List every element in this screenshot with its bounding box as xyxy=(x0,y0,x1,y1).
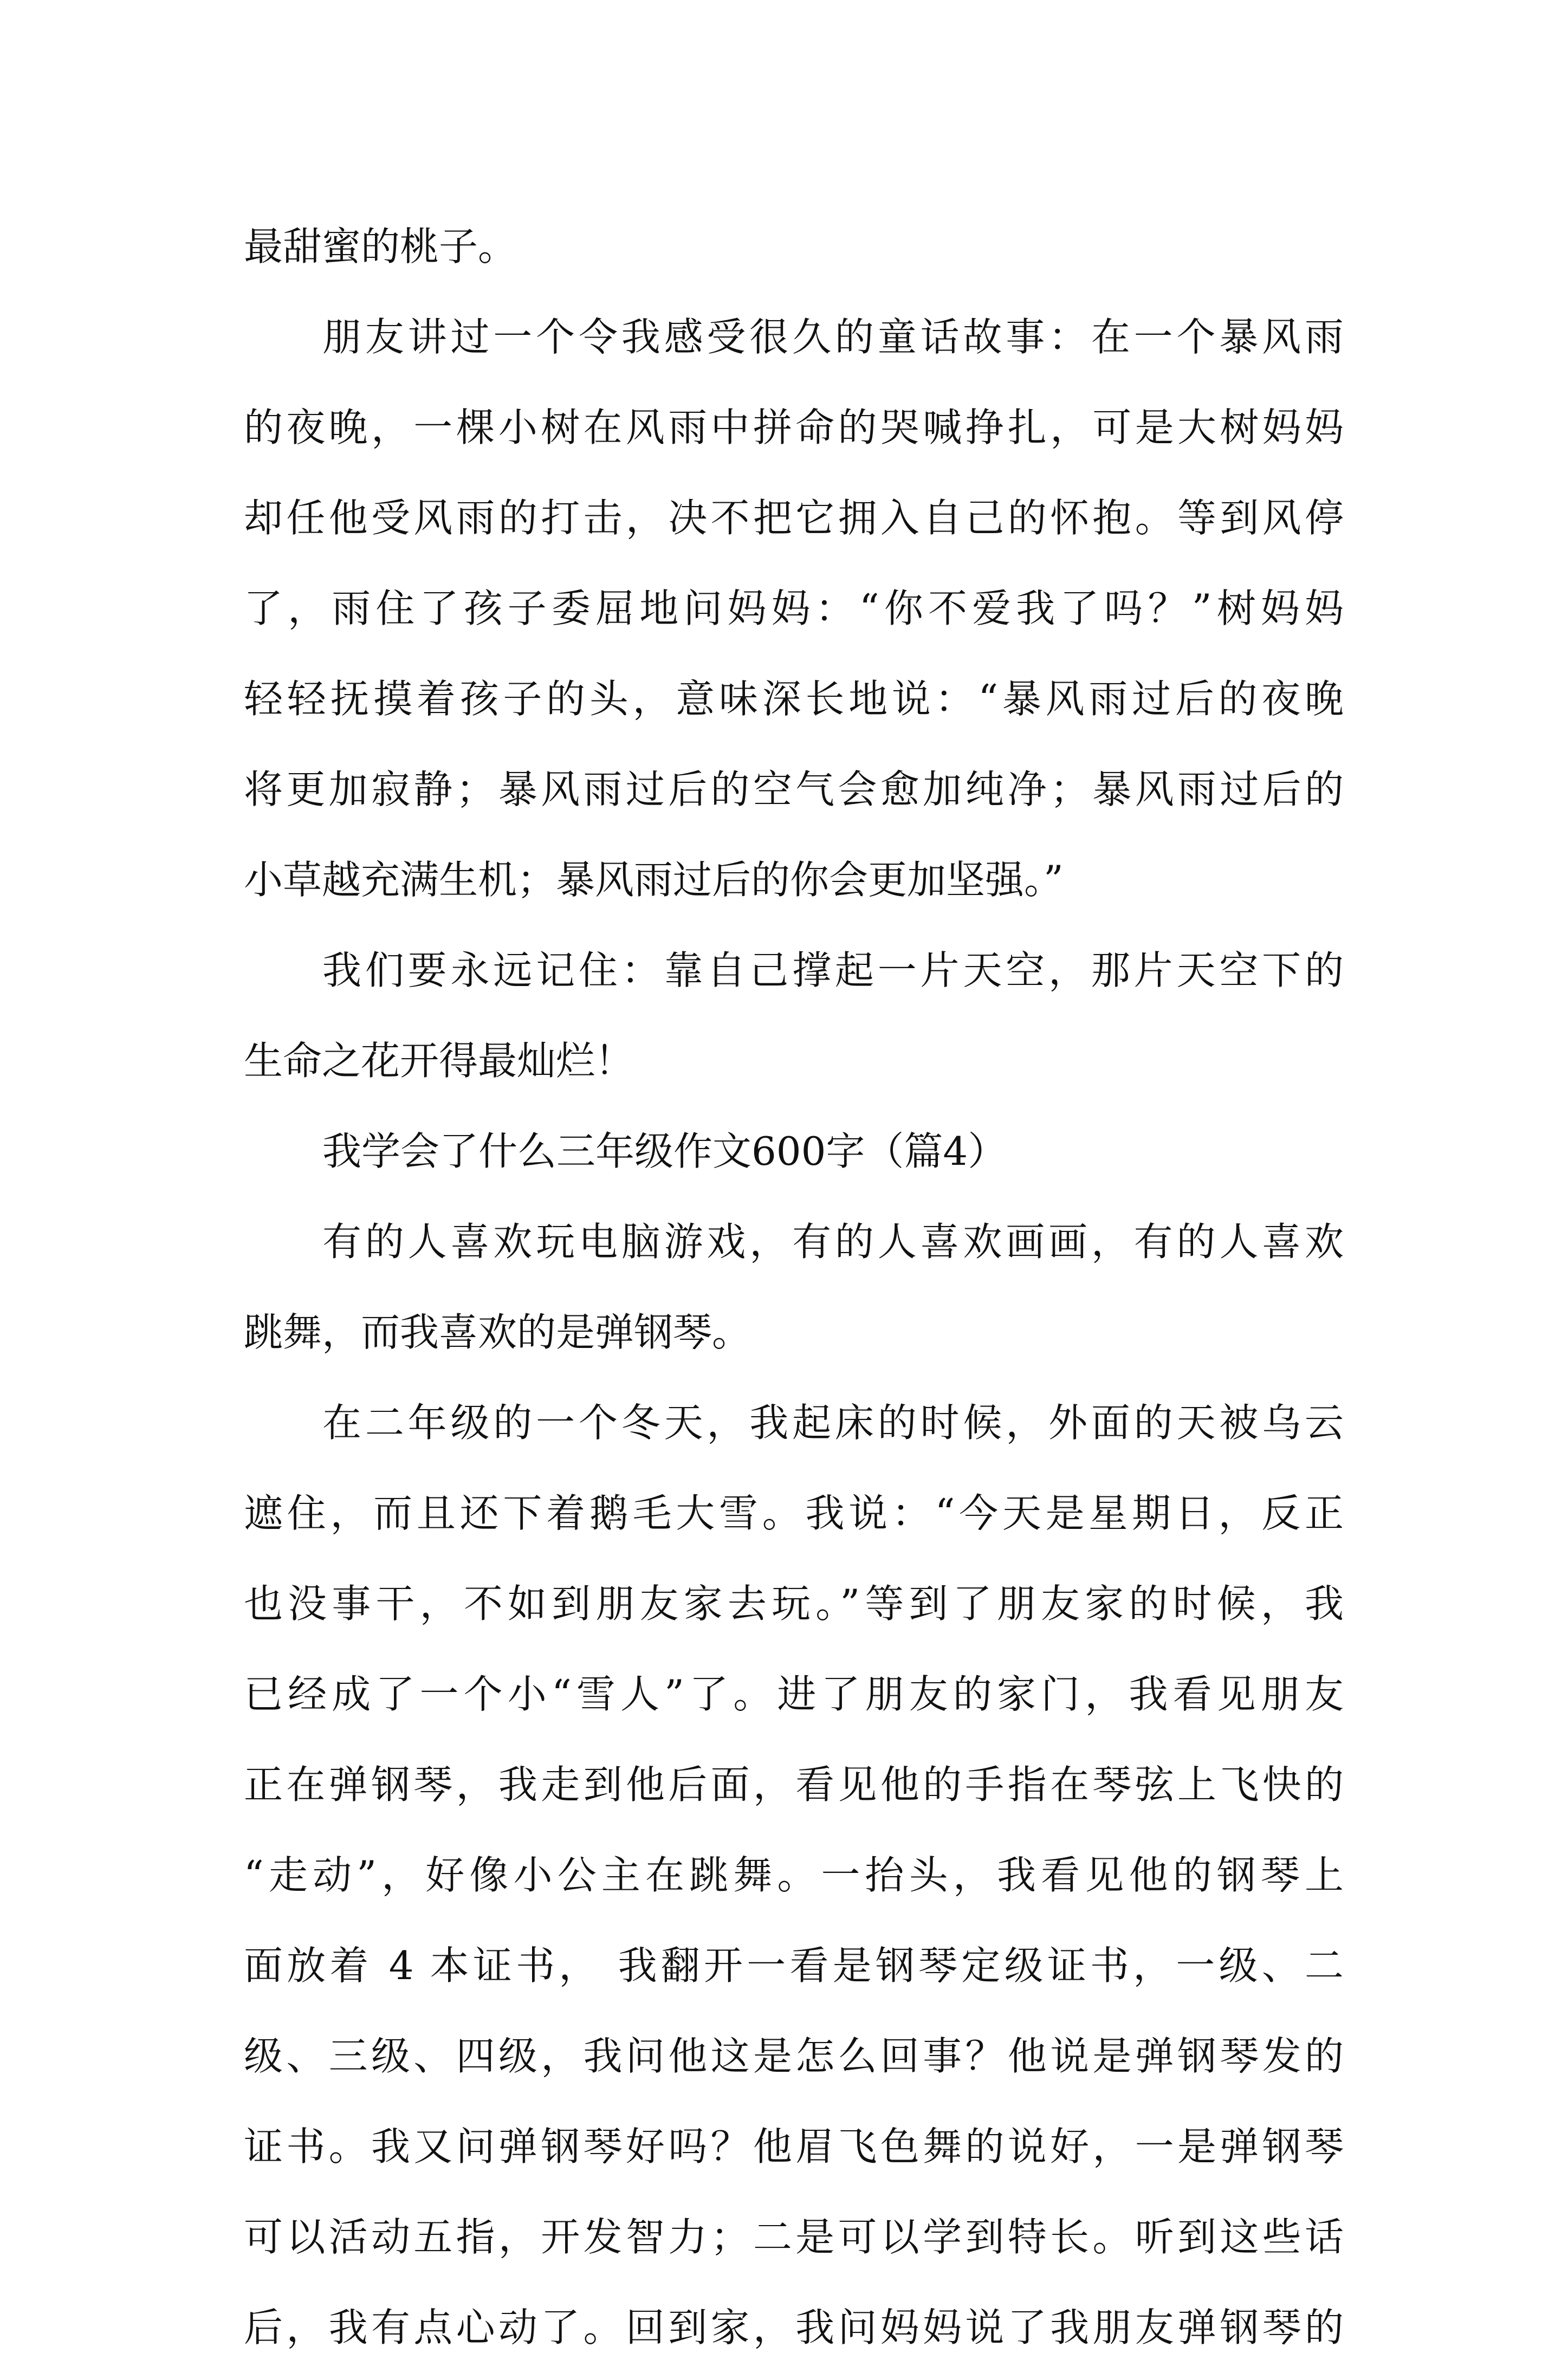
text-line: 后，我有点心动了。回到家，我问妈妈说了我朋友弹钢琴的 xyxy=(244,2305,1344,2350)
text-line: 遮住，而且还下着鹅毛大雪。我说：“今天是星期日，反正 xyxy=(244,1490,1344,1536)
text-line: 了，雨住了孩子委屈地问妈妈：“你不爱我了吗？”树妈妈 xyxy=(244,586,1344,631)
paragraph-first-line: 朋友讲过一个令我感受很久的童话故事：在一个暴风雨 xyxy=(322,314,1344,360)
text-line: 生命之花开得最灿烂！ xyxy=(244,1038,634,1084)
paragraph-first-line: 我们要永远记住：靠自己撑起一片天空，那片天空下的 xyxy=(322,948,1344,993)
section-heading: 我学会了什么三年级作文600字（篇4） xyxy=(322,1129,1007,1174)
text-line: “走动”，好像小公主在跳舞。一抬头，我看见他的钢琴上 xyxy=(244,1852,1344,1898)
text-line: 证书。我又问弹钢琴好吗？他眉飞色舞的说好，一是弹钢琴 xyxy=(244,2124,1344,2169)
text-line: 级、三级、四级，我问他这是怎么回事？他说是弹钢琴发的 xyxy=(244,2033,1344,2079)
document-body xyxy=(244,202,1344,2373)
paragraph-first-line: 在二年级的一个冬天，我起床的时候，外面的天被乌云 xyxy=(322,1400,1344,1445)
text-line: 却任他受风雨的打击，决不把它拥入自己的怀抱。等到风停 xyxy=(244,495,1344,541)
text-line: 小草越充满生机；暴风雨过后的你会更加坚强。” xyxy=(244,857,1064,903)
text-line: 轻轻抚摸着孩子的头，意味深长地说：“暴风雨过后的夜晚 xyxy=(244,676,1344,722)
text-line: 可以活动五指，开发智力；二是可以学到特长。听到这些话 xyxy=(244,2214,1344,2260)
text-line: 跳舞，而我喜欢的是弹钢琴。 xyxy=(244,1309,751,1355)
text-line: 将更加寂静；暴风雨过后的空气会愈加纯净；暴风雨过后的 xyxy=(244,767,1344,812)
text-line: 最甜蜜的桃子。 xyxy=(244,224,517,269)
text-line: 面放着 4 本证书， 我翻开一看是钢琴定级证书，一级、二 xyxy=(244,1943,1344,1988)
text-line: 也没事干，不如到朋友家去玩。”等到了朋友家的时候，我 xyxy=(244,1581,1344,1626)
text-line: 已经成了一个小“雪人”了。进了朋友的家门，我看见朋友 xyxy=(244,1671,1344,1717)
text-line: 正在弹钢琴，我走到他后面，看见他的手指在琴弦上飞快的 xyxy=(244,1762,1344,1807)
paragraph-first-line: 有的人喜欢玩电脑游戏，有的人喜欢画画，有的人喜欢 xyxy=(322,1219,1344,1265)
text-line: 的夜晚，一棵小树在风雨中拼命的哭喊挣扎，可是大树妈妈 xyxy=(244,405,1344,450)
